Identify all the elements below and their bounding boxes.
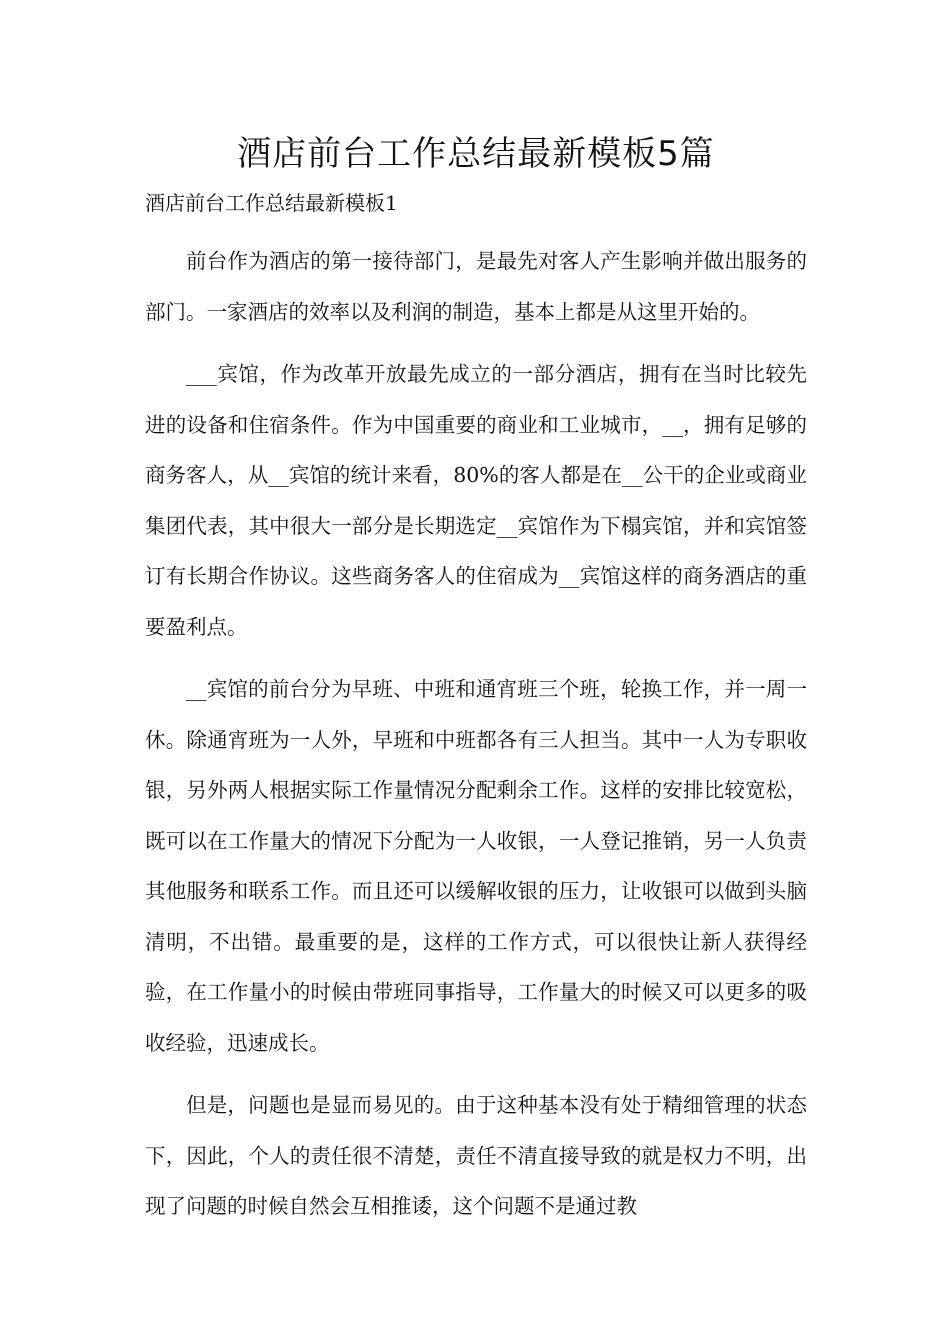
paragraph-3: __宾馆的前台分为早班、中班和通宵班三个班，轮换工作，并一周一休。除通宵班为一人外，早班和中班都各有三人担当。其中一人为专职收银，另外两人根据实际工作量情况分配剩余工作。这样的安排比较宽松，既可以在工作量大的情况下分配为一人收银，一人登记推销，另一人负责其他服务和联系工作。而且还可以缓解收银的压力，让收银可以做到头脑清明，不出错。最重要的是，这样的工作方式，可以很快让新人获得经验，在工作量小的时候由带班同事指导，工作量大的时候又可以更多的吸收经验，迅速成长。 (145, 677, 807, 1055)
paragraph-4: 但是，问题也是显而易见的。由于这种基本没有处于精细管理的状态下，因此，个人的责任很不清楚，责任不清直接导致的就是权力不明，出现了问题的时候自然会互相推诿，这个问题不是通过教 (145, 1093, 807, 1218)
document-page (145, 0, 807, 1232)
section-heading: 酒店前台工作总结最新模板1 (145, 191, 398, 215)
paragraph-1: 前台作为酒店的第一接待部门，是最先对客人产生影响并做出服务的部门。一家酒店的效率以及利润的制造，基本上都是从这里开始的。 (145, 249, 807, 324)
paragraph-2: ___宾馆，作为改革开放最先成立的一部分酒店，拥有在当时比较先进的设备和住宿条件。作为中国重要的商业和工业城市，__，拥有足够的商务客人，从__宾馆的统计来看，80%的客人都是在__公干的企业或商业集团代表，其中很大一部分是长期选定__宾馆作为下榻宾馆，并和宾馆签订有长期合作协议。这些商务客人的住宿成为__宾馆这样的商务酒店的重要盈利点。 (145, 362, 807, 639)
document-title: 酒店前台工作总结最新模板5篇 (237, 134, 715, 174)
